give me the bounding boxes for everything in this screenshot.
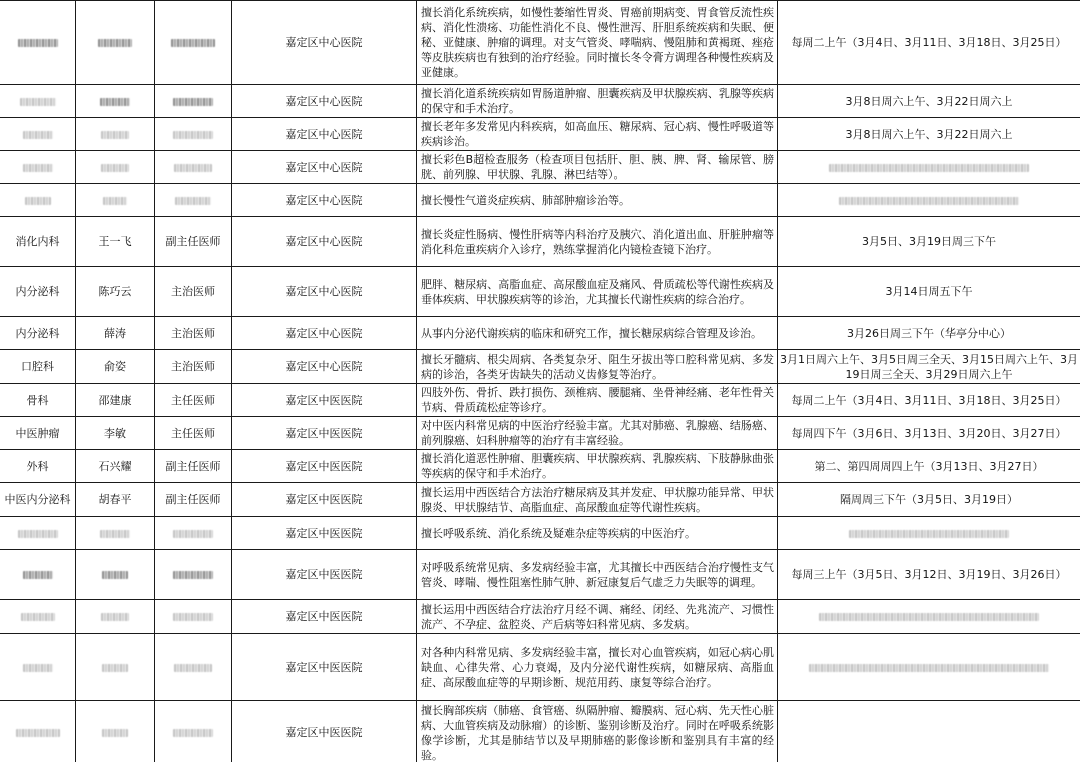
dept-cell: 口腔科 bbox=[0, 350, 76, 384]
dept-cell: 外科 bbox=[0, 450, 76, 483]
dept-cell: 消化内科 bbox=[0, 217, 76, 267]
name-cell bbox=[76, 550, 155, 600]
title-cell bbox=[155, 600, 232, 634]
hospital-cell: 嘉定区中医医院 bbox=[232, 483, 417, 517]
title-cell bbox=[155, 701, 232, 762]
dept-cell bbox=[0, 85, 76, 118]
specialty-cell: 擅长呼吸系统、消化系统及疑难杂症等疾病的中医治疗。 bbox=[417, 517, 778, 550]
dept-cell: 中医内分泌科 bbox=[0, 483, 76, 517]
name-cell bbox=[76, 118, 155, 151]
table-row bbox=[0, 184, 1080, 217]
name-cell bbox=[76, 184, 155, 217]
dept-cell bbox=[0, 118, 76, 151]
hospital-cell: 嘉定区中心医院 bbox=[232, 350, 417, 384]
table-row bbox=[0, 317, 1080, 350]
hospital-cell: 嘉定区中医医院 bbox=[232, 417, 417, 450]
specialty-cell: 四肢外伤、骨折、跌打损伤、颈椎病、腰腿痛、坐骨神经痛、老年性骨关节病、骨质疏松症等诊疗。 bbox=[417, 384, 778, 417]
time-cell: 3月8日周六上午、3月22日周六上 bbox=[778, 85, 1080, 118]
title-cell bbox=[155, 1, 232, 85]
time-cell: 第二、第四周周四上午（3月13日、3月27日） bbox=[778, 450, 1080, 483]
name-cell bbox=[76, 701, 155, 762]
time-cell: 每周三上午（3月5日、3月12日、3月19日、3月26日） bbox=[778, 550, 1080, 600]
title-cell: 主治医师 bbox=[155, 267, 232, 317]
time-cell: 隔周周三下午（3月5日、3月19日） bbox=[778, 483, 1080, 517]
hospital-cell: 嘉定区中医医院 bbox=[232, 634, 417, 701]
time-cell bbox=[778, 600, 1080, 634]
table-row bbox=[0, 118, 1080, 151]
title-cell: 主任医师 bbox=[155, 417, 232, 450]
dept-cell bbox=[0, 600, 76, 634]
table-row bbox=[0, 600, 1080, 634]
title-cell: 主治医师 bbox=[155, 317, 232, 350]
time-cell: 3月8日周六上午、3月22日周六上 bbox=[778, 118, 1080, 151]
name-cell: 李敏 bbox=[76, 417, 155, 450]
name-cell bbox=[76, 517, 155, 550]
specialty-cell: 从事内分泌代谢疾病的临床和研究工作，擅长糖尿病综合管理及诊治。 bbox=[417, 317, 778, 350]
title-cell: 主任医师 bbox=[155, 384, 232, 417]
specialty-cell: 对中医内科常见病的中医治疗经验丰富。尤其对肺癌、乳腺癌、结肠癌、前列腺癌、妇科肿瘤等的治疗有丰富经验。 bbox=[417, 417, 778, 450]
specialty-cell: 擅长胸部疾病（肺癌、食管癌、纵隔肿瘤、瓣膜病、冠心病、先天性心脏病、大血管疾病及动脉瘤）的诊断、鉴别诊断及治疗。同时在呼吸系统影像学诊断，尤其是肺结节以及早期肺癌的影像诊断和鉴别具有丰富的经验。 bbox=[417, 701, 778, 762]
specialty-cell: 擅长运用中西医结合方法治疗糖尿病及其并发症、甲状腺功能异常、甲状腺炎、甲状腺结节、高脂血症、高尿酸血症等代谢性疾病。 bbox=[417, 483, 778, 517]
title-cell bbox=[155, 550, 232, 600]
specialty-cell: 擅长消化系统疾病，如慢性萎缩性胃炎、胃癌前期病变、胃食管反流性疾病、消化性溃疡、功能性消化不良、慢性泄泻、肝胆系统疾病和失眠、便秘、亚健康、肿瘤的调理。对支气管炎、哮喘病、慢阻肺和黄褐斑、痤疮等皮肤疾病也有独到的治疗经验。同时擅长冬令膏方调理各种慢性疾病及亚健康。 bbox=[417, 1, 778, 85]
title-cell: 副主任医师 bbox=[155, 450, 232, 483]
hospital-cell: 嘉定区中医医院 bbox=[232, 550, 417, 600]
dept-cell: 内分泌科 bbox=[0, 317, 76, 350]
hospital-cell: 嘉定区中心医院 bbox=[232, 267, 417, 317]
title-cell bbox=[155, 118, 232, 151]
name-cell bbox=[76, 1, 155, 85]
table-row bbox=[0, 483, 1080, 517]
time-cell bbox=[778, 517, 1080, 550]
dept-cell bbox=[0, 184, 76, 217]
time-cell bbox=[778, 184, 1080, 217]
table-row bbox=[0, 1, 1080, 85]
time-cell: 每周二上午（3月4日、3月11日、3月18日、3月25日） bbox=[778, 384, 1080, 417]
table-row bbox=[0, 384, 1080, 417]
title-cell: 主治医师 bbox=[155, 350, 232, 384]
hospital-cell: 嘉定区中心医院 bbox=[232, 118, 417, 151]
hospital-cell: 嘉定区中心医院 bbox=[232, 184, 417, 217]
specialty-cell: 肥胖、糖尿病、高脂血症、高尿酸血症及痛风、骨质疏松等代谢性疾病及垂体疾病、甲状腺疾病等的诊治，尤其擅长代谢性疾病的综合治疗。 bbox=[417, 267, 778, 317]
specialty-cell: 擅长炎症性肠病、慢性肝病等内科治疗及胰穴、消化道出血、肝脏肿瘤等消化科危重疾病介入诊疗，熟练掌握消化内镜检查镜下治疗。 bbox=[417, 217, 778, 267]
hospital-cell: 嘉定区中医医院 bbox=[232, 450, 417, 483]
dept-cell: 中医肿瘤 bbox=[0, 417, 76, 450]
table-row bbox=[0, 85, 1080, 118]
specialty-cell: 擅长慢性气道炎症疾病、肺部肿瘤诊治等。 bbox=[417, 184, 778, 217]
table-row bbox=[0, 217, 1080, 267]
name-cell bbox=[76, 151, 155, 184]
title-cell: 副主任医师 bbox=[155, 483, 232, 517]
title-cell bbox=[155, 85, 232, 118]
time-cell: 3月14日周五下午 bbox=[778, 267, 1080, 317]
name-cell: 俞姿 bbox=[76, 350, 155, 384]
name-cell: 邵建康 bbox=[76, 384, 155, 417]
time-cell: 3月5日、3月19日周三下午 bbox=[778, 217, 1080, 267]
hospital-cell: 嘉定区中医医院 bbox=[232, 600, 417, 634]
hospital-cell: 嘉定区中医医院 bbox=[232, 701, 417, 762]
time-cell: 每周四下午（3月6日、3月13日、3月20日、3月27日） bbox=[778, 417, 1080, 450]
specialty-cell: 对各种内科常见病、多发病经验丰富，擅长对心血管疾病，如冠心病心肌缺血、心律失常、心力衰竭，及内分泌代谢性疾病，如糖尿病、高脂血症、高尿酸血症等的早期诊断、规范用药、康复等综合治疗。 bbox=[417, 634, 778, 701]
dept-cell bbox=[0, 151, 76, 184]
title-cell bbox=[155, 634, 232, 701]
specialty-cell: 擅长牙髓病、根尖周病、各类复杂牙、阻生牙拔出等口腔科常见病、多发病的诊治，各类牙齿缺失的活动义齿修复等治疗。 bbox=[417, 350, 778, 384]
name-cell bbox=[76, 634, 155, 701]
table-row bbox=[0, 151, 1080, 184]
specialty-cell: 擅长消化道恶性肿瘤、胆囊疾病、甲状腺疾病、乳腺疾病、下肢静脉曲张等疾病的保守和手术治疗。 bbox=[417, 450, 778, 483]
table-row bbox=[0, 350, 1080, 384]
time-cell bbox=[778, 701, 1080, 762]
dept-cell: 骨科 bbox=[0, 384, 76, 417]
dept-cell bbox=[0, 550, 76, 600]
name-cell: 石兴耀 bbox=[76, 450, 155, 483]
time-cell: 3月1日周六上午、3月5日周三全天、3月15日周六上午、3月19日周三全天、3月29日周六上午 bbox=[778, 350, 1080, 384]
dept-cell bbox=[0, 634, 76, 701]
table-row bbox=[0, 701, 1080, 762]
specialty-cell: 擅长消化道系统疾病如胃肠道肿瘤、胆囊疾病及甲状腺疾病、乳腺等疾病的保守和手术治疗。 bbox=[417, 85, 778, 118]
table-row bbox=[0, 450, 1080, 483]
specialty-cell: 擅长彩色B超检查服务（检查项目包括肝、胆、胰、脾、肾、输尿管、膀胱、前列腺、甲状腺、乳腺、淋巴结等）。 bbox=[417, 151, 778, 184]
schedule-body bbox=[0, 1, 1080, 762]
hospital-cell: 嘉定区中心医院 bbox=[232, 151, 417, 184]
time-cell: 每周二上午（3月4日、3月11日、3月18日、3月25日） bbox=[778, 1, 1080, 85]
name-cell bbox=[76, 85, 155, 118]
hospital-cell: 嘉定区中医医院 bbox=[232, 517, 417, 550]
name-cell bbox=[76, 600, 155, 634]
dept-cell bbox=[0, 701, 76, 762]
hospital-cell: 嘉定区中心医院 bbox=[232, 1, 417, 85]
specialty-cell: 擅长运用中西医结合疗法治疗月经不调、痛经、闭经、先兆流产、习惯性流产、不孕症、盆腔炎、产后病等妇科常见病、多发病。 bbox=[417, 600, 778, 634]
specialty-cell: 对呼吸系统常见病、多发病经验丰富，尤其擅长中西医结合治疗慢性支气管炎、哮喘、慢性阻塞性肺气肿、新冠康复后气虚乏力失眠等的调理。 bbox=[417, 550, 778, 600]
name-cell: 王一飞 bbox=[76, 217, 155, 267]
title-cell: 副主任医师 bbox=[155, 217, 232, 267]
table-row bbox=[0, 417, 1080, 450]
hospital-cell: 嘉定区中心医院 bbox=[232, 217, 417, 267]
table-row bbox=[0, 267, 1080, 317]
title-cell bbox=[155, 517, 232, 550]
title-cell bbox=[155, 184, 232, 217]
dept-cell: 内分泌科 bbox=[0, 267, 76, 317]
specialty-cell: 擅长老年多发常见内科疾病，如高血压、糖尿病、冠心病、慢性呼吸道等疾病诊治。 bbox=[417, 118, 778, 151]
name-cell: 陈巧云 bbox=[76, 267, 155, 317]
hospital-cell: 嘉定区中心医院 bbox=[232, 85, 417, 118]
hospital-cell: 嘉定区中医医院 bbox=[232, 384, 417, 417]
table-row bbox=[0, 634, 1080, 701]
time-cell bbox=[778, 634, 1080, 701]
hospital-cell: 嘉定区中心医院 bbox=[232, 317, 417, 350]
table-row bbox=[0, 517, 1080, 550]
name-cell: 胡春平 bbox=[76, 483, 155, 517]
table-row bbox=[0, 550, 1080, 600]
dept-cell bbox=[0, 1, 76, 85]
time-cell: 3月26日周三下午（华亭分中心） bbox=[778, 317, 1080, 350]
dept-cell bbox=[0, 517, 76, 550]
name-cell: 薛涛 bbox=[76, 317, 155, 350]
title-cell bbox=[155, 151, 232, 184]
time-cell bbox=[778, 151, 1080, 184]
